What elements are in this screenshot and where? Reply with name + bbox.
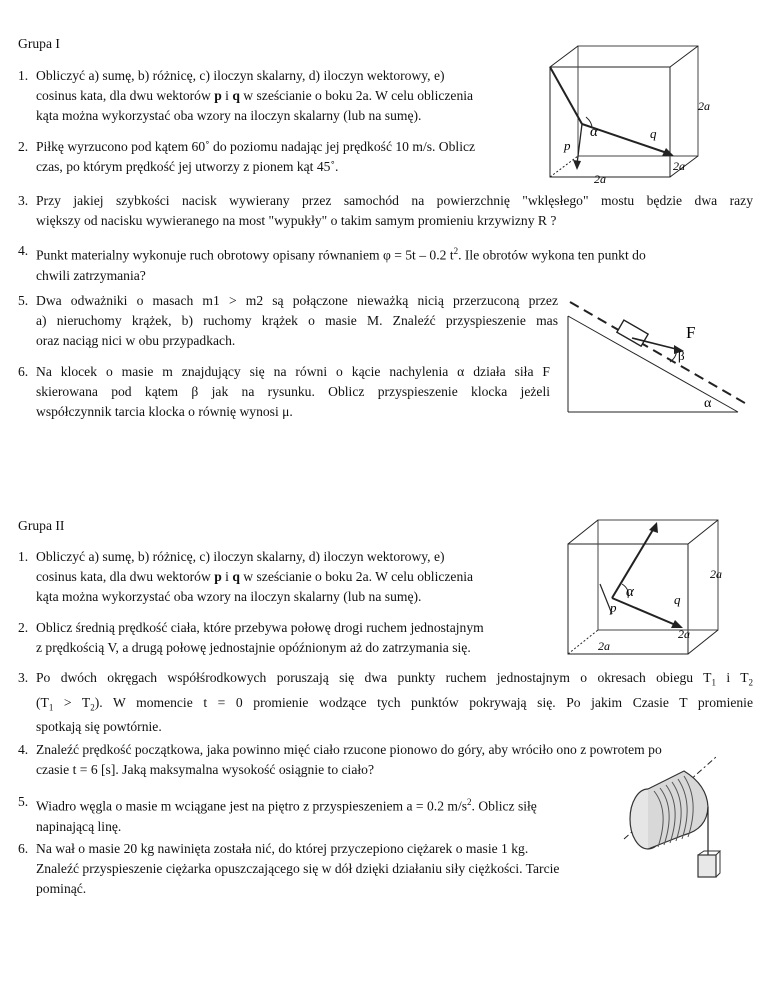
cube-figure-2 — [560, 514, 750, 659]
vector-q: q — [232, 88, 240, 103]
alpha-label: α — [704, 396, 712, 411]
text-line: Znaleźć przyspieszenie ciężarka opuszczającego się w dół dzięki działaniu siły ciężkości. Tarcie — [36, 861, 560, 876]
p-label: p — [610, 600, 617, 615]
question-number: 4. — [18, 243, 29, 258]
text-line: Wiadro węgla o masie m wciągane jest na piętro z przyspieszeniem a = 0.2 $m/s^2$. Oblicz siłę — [36, 797, 537, 814]
question-number: 4. — [18, 742, 29, 757]
text-line: skierowana pod kątem β jak na rysunku. Oblicz przyspieszenie klocka jeżeli — [36, 384, 550, 399]
block — [617, 320, 648, 346]
text-line: Dwa odważniki o masach m1 > m2 są połączone nieważką nicią przerzuconą przez — [36, 293, 558, 308]
side-label: 2a — [698, 99, 710, 113]
question-number: 5. — [18, 293, 29, 308]
text-line: Oblicz średnią prędkość ciała, które przebywa połowę drogi ruchem jednostajnym — [36, 620, 484, 635]
side-label: 2a — [710, 567, 722, 581]
question-number: 3. — [18, 193, 29, 208]
depth-label: 2a — [678, 627, 690, 641]
vector-p: p — [214, 88, 222, 103]
text-line: cosinus kata, dla dwu wektorów p i q w sześcianie o boku 2a. W celu obliczenia — [36, 569, 474, 584]
incline-surface — [570, 302, 750, 406]
question-number: 6. — [18, 841, 29, 856]
text-line: Punkt materialny wykonuje ruch obrotowy opisany równaniem φ = 5t – 0.2 $t^2$. Ile obrotów wykona ten punkt do — [36, 246, 646, 263]
text-line: cosinus kata, dla dwu wektorów p i q w sześcianie o boku 2a. W celu obliczenia — [36, 88, 474, 103]
question-number: 1. — [18, 68, 29, 83]
question-number: 3. — [18, 670, 29, 685]
text-line: współczynnik tarcia klocka o równię wynosi μ. — [36, 404, 293, 419]
text-line: Na wał o masie 20 kg nawinięta została nić, do której przyczepiono ciężarek o masie 1 kg. — [36, 841, 529, 856]
text-line: Obliczyć a) sumę, b) różnicę, c) iloczyn skalarny, d) iloczyn wektorowy, e) — [36, 68, 445, 83]
text-line: kąta można wykorzystać oba wzory na iloczyn skalarny (lub na sumę). — [36, 108, 422, 123]
question-number: 2. — [18, 620, 29, 635]
question-number: 5. — [18, 794, 29, 809]
q-label: q — [674, 592, 681, 607]
group1-title: Grupa I — [18, 36, 60, 51]
text-line: większy od nacisku wywieranego na most "wypukły" o takim samym promieniu krzywizny R ? — [36, 213, 557, 228]
cube-figure-1 — [540, 40, 730, 185]
incline-figure — [560, 296, 760, 426]
text-line: Po dwóch okręgach współśrodkowych poruszają się dwa punkty ruchem jednostajnym o okresach obiegu $T_1$ i $T_2$ — [36, 670, 753, 688]
beta-label: β — [678, 348, 685, 363]
alpha-label: α — [626, 584, 634, 600]
text-line: czas, po którym prędkość jej utworzy z pionem kąt 45˚. — [36, 159, 339, 174]
shaft-body — [648, 771, 708, 849]
vector-q-arrow — [612, 598, 678, 626]
p-label: p — [564, 138, 571, 153]
group2-title: Grupa II — [18, 518, 65, 533]
text-line: chwili zatrzymania? — [36, 267, 146, 283]
bottom-label: 2a — [594, 172, 606, 185]
depth-label: 2a — [673, 159, 685, 173]
text-line: napinającą linę. — [36, 818, 122, 834]
alpha-label: α — [590, 124, 598, 140]
question-number: 2. — [18, 139, 29, 154]
text-line: Na klocek o masie m znajdujący się na równi o kącie nachylenia α działa siła F — [36, 364, 550, 379]
vector-q: q — [232, 569, 240, 584]
question-number: 6. — [18, 364, 29, 379]
text-line: Przy jakiej szybkości nacisk wywierany przez samochód na powierzchnię "wklęsłego" mostu będzie dwa razy — [36, 193, 753, 208]
weight-block — [698, 855, 716, 877]
text-line: a) nieruchomy krążek, b) ruchomy krążek o masie M. Znaleźć przyspieszenie mas — [36, 313, 558, 328]
f-label: F — [686, 323, 696, 342]
text-line: Piłkę wyrzucono pod kątem 60˚ do poziomu nadając jej prędkość 10 m/s. Oblicz — [36, 139, 476, 154]
q-label: q — [650, 126, 657, 141]
vector-p-arrow — [550, 67, 582, 124]
text-line: kąta można wykorzystać oba wzory na iloczyn skalarny (lub na sumę). — [36, 589, 422, 604]
question-number: 1. — [18, 549, 29, 564]
text-line: oraz naciąg nici w obu przypadkach. — [36, 333, 236, 348]
text-line: Znaleźć prędkość początkowa, jaka powinno mięć ciało rzucone pionowo do góry, aby wróciło ono z powrotem po — [36, 742, 662, 757]
text-line: pominąć. — [36, 881, 87, 896]
text-line: czasie t = 6 [s]. Jaką maksymalna wysokość osiągnie to ciało? — [36, 762, 374, 777]
bottom-label: 2a — [598, 639, 610, 653]
shaft-figure — [612, 755, 722, 890]
text-line: $(T_1 > T_2)$. W momencie t = 0 promienie wodzące tych punktów pokrywają się. Po jakim Czasie T promienie — [36, 694, 753, 713]
text-line: z prędkością V, a drugą połowę jednostajnie opóźnionym aż do zatrzymania się. — [36, 640, 471, 655]
text-line: Obliczyć a) sumę, b) różnicę, c) iloczyn skalarny, d) iloczyn wektorowy, e) — [36, 549, 445, 564]
vector-p: p — [214, 569, 222, 584]
text-line: spotkają się powtórnie. — [36, 719, 162, 735]
cube-front-face — [550, 67, 670, 177]
